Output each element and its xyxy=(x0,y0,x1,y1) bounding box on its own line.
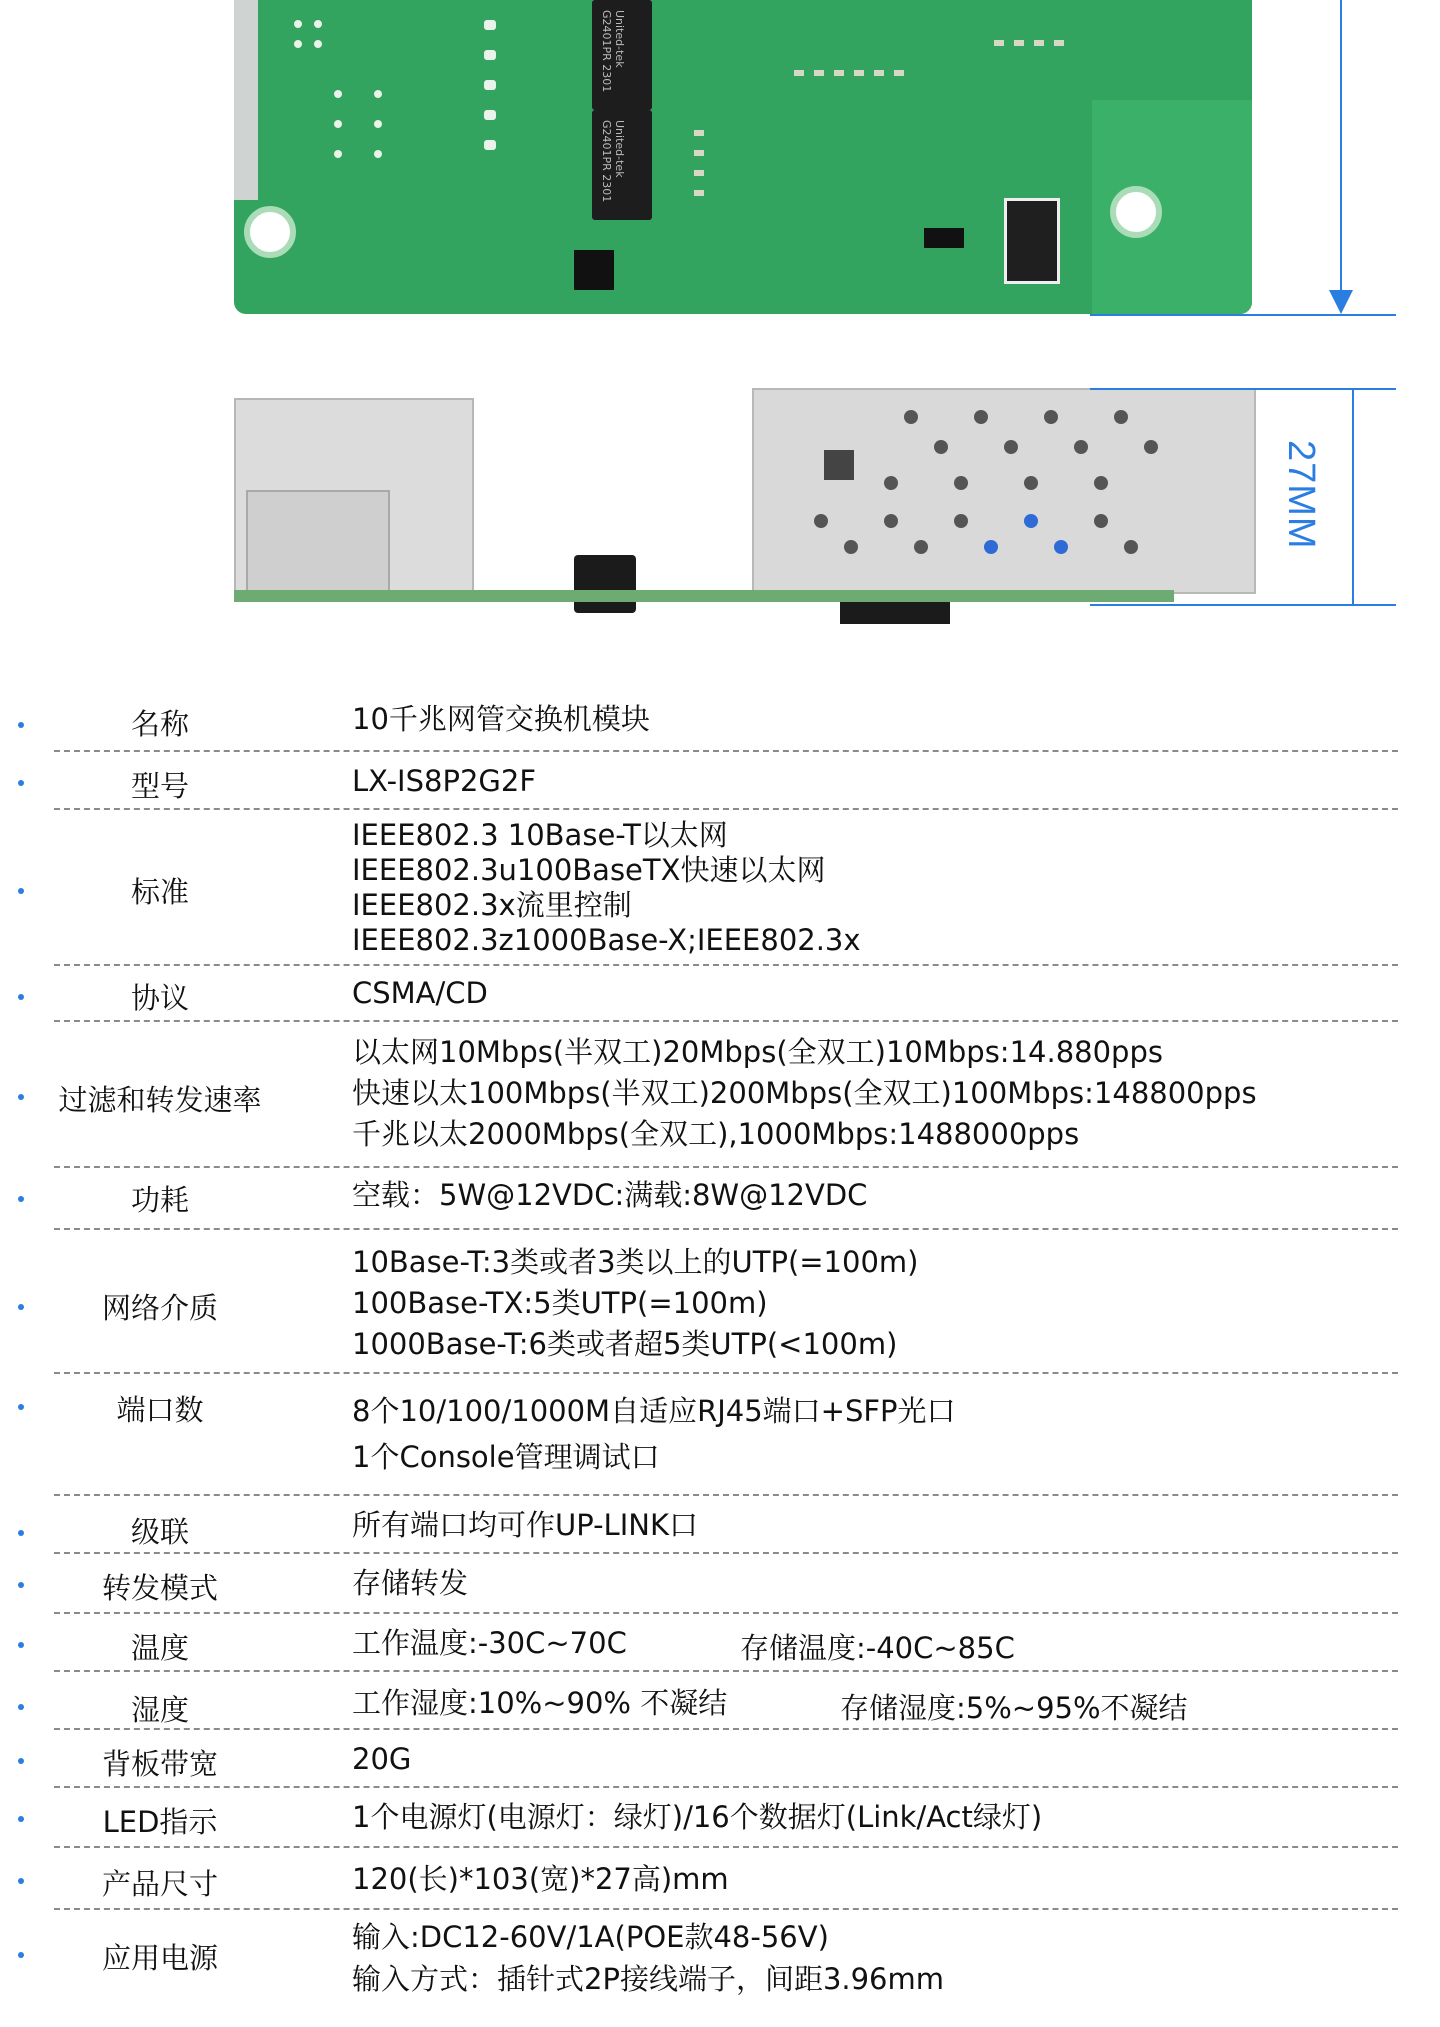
row-bullet xyxy=(18,994,24,1000)
row-bullet xyxy=(18,888,24,894)
spec-value: LX-IS8P2G2F xyxy=(352,764,536,798)
mounting-hole-right xyxy=(1110,186,1162,238)
spec-row-temperature xyxy=(0,1614,1440,1672)
spec-label: 转发模式 xyxy=(101,1571,218,1605)
row-bullet xyxy=(18,1304,24,1310)
spec-label: 过滤和转发速率 xyxy=(58,1083,262,1117)
rj45-front xyxy=(246,490,390,594)
spec-row-media xyxy=(0,1230,1440,1374)
spec-value: 10Base-T:3类或者3类以上的UTP(=100m) 100Base-TX:5类UTP(=100m) 1000Base-T:6类或者超5类UTP(<100m) xyxy=(352,1245,919,1361)
spec-row-humidity xyxy=(0,1672,1440,1730)
row-bullet xyxy=(18,780,24,786)
row-bullet xyxy=(18,1878,24,1884)
row-bullet xyxy=(18,1196,24,1202)
spec-value: 所有端口均可作UP-LINK口 xyxy=(352,1508,698,1542)
spec-value: 10千兆网管交换机模块 xyxy=(352,702,650,736)
spec-label: 名称 xyxy=(130,707,189,741)
spec-row-backplane xyxy=(0,1730,1440,1788)
magnetics-chip-2: United-tek G2401PR 2301 xyxy=(592,110,652,220)
pcb-connector-edge xyxy=(234,0,258,200)
spec-value-secondary: 存储温度:-40C~85C xyxy=(740,1631,1015,1665)
spec-value: 1个电源灯(电源灯：绿灯)/16个数据灯(Link/Act绿灯) xyxy=(352,1800,1043,1834)
spec-label: 端口数 xyxy=(116,1393,204,1427)
diode-1 xyxy=(924,228,964,248)
spec-label: 标准 xyxy=(130,875,189,909)
spec-value: 存储转发 xyxy=(352,1566,469,1600)
dimension-line-top xyxy=(1340,0,1342,300)
spec-row-protocol xyxy=(0,966,1440,1022)
pcb-side-view xyxy=(234,380,1254,610)
row-bullet xyxy=(18,1530,24,1536)
spec-label: LED指示 xyxy=(102,1805,218,1839)
spec-label: 应用电源 xyxy=(101,1941,218,1975)
spec-label: 产品尺寸 xyxy=(101,1867,218,1901)
row-bullet xyxy=(18,722,24,728)
diode-2 xyxy=(1004,198,1060,284)
mounting-hole-left xyxy=(244,206,296,258)
spec-value: 120(长)*103(宽)*27高)mm xyxy=(352,1862,729,1896)
pcb-top-view xyxy=(234,0,1252,314)
spec-value: 20G xyxy=(352,1742,412,1776)
sfp-cage xyxy=(752,388,1256,594)
spec-label: 级联 xyxy=(130,1515,189,1549)
dimension-extension-upper xyxy=(1090,388,1396,390)
spec-value: 工作湿度:10%~90% 不凝结 xyxy=(352,1686,728,1720)
row-bullet xyxy=(18,1816,24,1822)
dimension-extension-lower xyxy=(1090,604,1396,606)
spec-value: 以太网10Mbps(半双工)20Mbps(全双工)10Mbps:14.880pps 快速以太100Mbps(半双工)200Mbps(全双工)100Mbps:148800pps 千兆以太2000Mbps(全双工),1000Mbps:1488000pps xyxy=(352,1035,1257,1151)
spec-value: 空载：5W@12VDC:满载:8W@12VDC xyxy=(352,1178,868,1212)
spec-row-forwarding-rate xyxy=(0,1022,1440,1168)
row-bullet xyxy=(18,1758,24,1764)
dimension-height-label: 27MM xyxy=(1280,440,1322,550)
spec-row-dimensions xyxy=(0,1848,1440,1910)
row-bullet xyxy=(18,1582,24,1588)
pcb-edge xyxy=(234,590,1174,602)
spec-row-standard xyxy=(0,810,1440,966)
spec-row-cascade xyxy=(0,1496,1440,1554)
spec-label: 协议 xyxy=(130,981,189,1015)
spec-row-power-supply xyxy=(0,1910,1440,2010)
spec-label: 湿度 xyxy=(130,1693,189,1727)
spec-value: IEEE802.3 10Base-T以太网 IEEE802.3u100BaseTX快速以太网 IEEE802.3x流里控制 IEEE802.3z1000Base-X;IEEE802.3x xyxy=(352,818,861,957)
spec-value-secondary: 存储湿度:5%~95%不凝结 xyxy=(840,1691,1188,1725)
spec-label: 网络介质 xyxy=(101,1291,218,1325)
magnetics-chip-1: United-tek G2401PR 2301 xyxy=(592,0,652,110)
spec-value: 工作温度:-30C~70C xyxy=(352,1626,627,1660)
row-bullet xyxy=(18,1704,24,1710)
spec-row-ports xyxy=(0,1374,1440,1496)
dimension-arrow-down xyxy=(1329,290,1353,314)
spec-row-model xyxy=(0,752,1440,810)
spec-value: 8个10/100/1000M自适应RJ45端口+SFP光口 1个Console管理调试口 xyxy=(352,1394,956,1474)
row-bullet xyxy=(18,1094,24,1100)
spec-value: 输入:DC12-60V/1A(POE款48-56V) 输入方式：插针式2P接线端子，间距3.96mm xyxy=(352,1920,945,1996)
dimension-line-side xyxy=(1352,388,1354,604)
spec-row-led xyxy=(0,1788,1440,1848)
ic-small xyxy=(574,250,614,290)
spec-row-forward-mode xyxy=(0,1554,1440,1614)
spec-row-power xyxy=(0,1168,1440,1230)
spec-value: CSMA/CD xyxy=(352,976,488,1010)
row-bullet xyxy=(18,1642,24,1648)
row-bullet xyxy=(18,1404,24,1410)
spec-label: 温度 xyxy=(130,1631,189,1665)
spec-label: 功耗 xyxy=(130,1183,189,1217)
row-bullet xyxy=(18,1952,24,1958)
dimension-extension-bottom xyxy=(1090,314,1396,316)
spec-label: 背板带宽 xyxy=(101,1747,218,1781)
spec-row-name xyxy=(0,690,1440,752)
component-black-1 xyxy=(574,555,636,613)
spec-label: 型号 xyxy=(130,769,189,803)
